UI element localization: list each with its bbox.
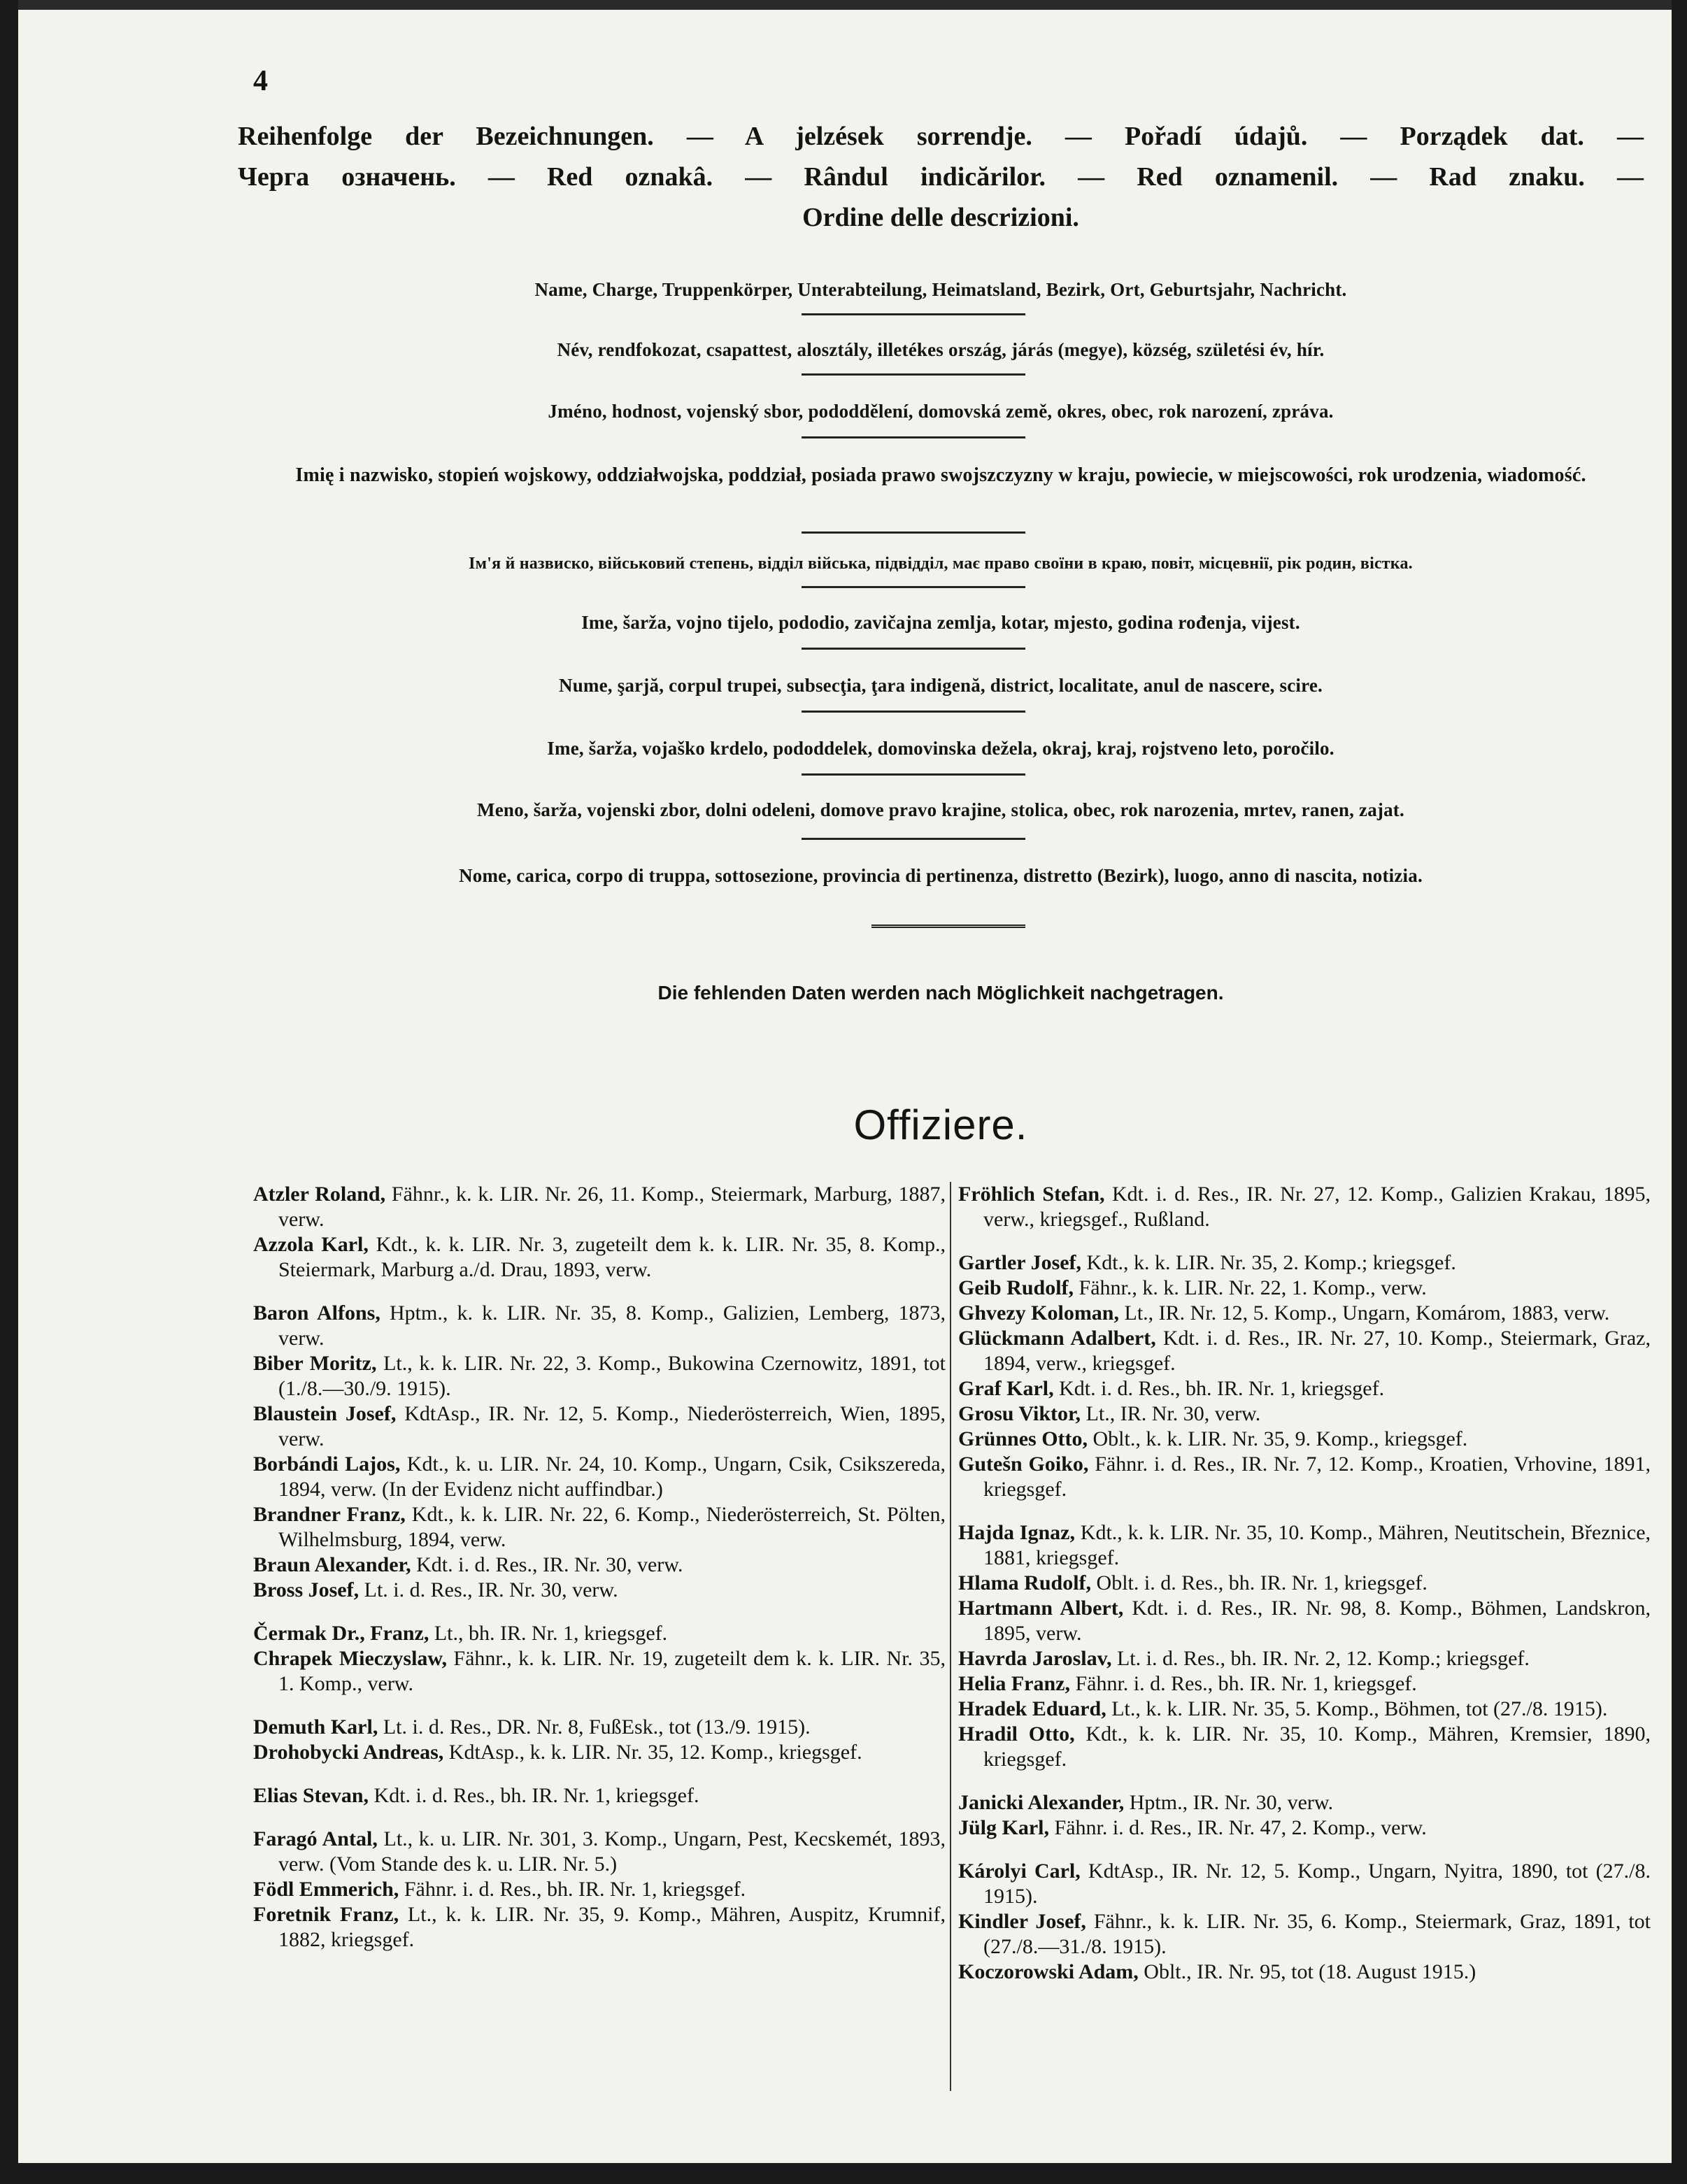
officer-entry [958, 1427, 1651, 1452]
entry-gap [253, 1603, 946, 1621]
entry-gap [253, 1808, 946, 1827]
heading-line-2: Черга означень. — Red oznakâ. — Rândul indicărilor. — Red oznamenil. — Rad znaku. — [238, 162, 1644, 192]
label-row-romanian: Nume, şarjă, corpul trupei, subsecţia, ţara indigenă, district, localitate, anul de nascere, scire. [559, 675, 1323, 696]
officer-entry [253, 1715, 946, 1740]
officer-name: Brandner Franz, [253, 1503, 406, 1526]
officer-entry [958, 1520, 1651, 1571]
officer-name: Foretnik Franz, [253, 1903, 399, 1926]
entry-gap [958, 1502, 1651, 1520]
officer-details: Lt., k. k. LIR. Nr. 35, 9. Komp., Mähren, Auspitz, Krumnif, 1882, kriegsgef. [278, 1903, 946, 1951]
officer-details: Kdt., k. u. LIR. Nr. 24, 10. Komp., Ungarn, Csik, Csikszereda, 1894, verw. (In der Evidenz nicht auffindbar.) [278, 1453, 946, 1501]
separator [802, 436, 1025, 438]
officer-name: Gutešn Goiko, [958, 1453, 1089, 1476]
officer-name: Azzola Karl, [253, 1233, 369, 1256]
label-row-hungarian: Név, rendfokozat, csapattest, alosztály, illetékes ország, járás (megye), község, születési év, hír. [557, 339, 1325, 360]
officer-name: Bross Josef, [253, 1578, 360, 1601]
officer-name: Grünnes Otto, [958, 1427, 1088, 1450]
separator [802, 586, 1025, 588]
separator [802, 313, 1025, 315]
entry-gap [253, 1697, 946, 1715]
officer-entry [253, 1351, 946, 1401]
label-row-ruthenian: Ім'я й назвиско, військовий степень, відділ війська, підвідділ, має право своїни в краю, повіт, місцевнії, рік родин, вістка. [469, 555, 1413, 573]
officer-entry [253, 1553, 946, 1578]
officer-name: Faragó Antal, [253, 1827, 378, 1850]
entry-gap [958, 1232, 1651, 1250]
officer-entry [253, 1182, 946, 1232]
officer-details: KdtAsp., IR. Nr. 12, 5. Komp., Niederösterreich, Wien, 1895, verw. [278, 1402, 946, 1450]
officer-name: Graf Karl, [958, 1377, 1054, 1400]
officer-entry [958, 1376, 1651, 1401]
label-row-polish: Imię i nazwisko, stopień wojskowy, oddziałwojska, poddział, posiada prawo swojszczyzny w kraju, powiecie, w miejscowości, rok urodzenia, wiadomość. [295, 464, 1586, 486]
officer-name: Elias Stevan, [253, 1784, 369, 1807]
officer-details: Oblt., IR. Nr. 95, tot (18. August 1915.) [1138, 1960, 1476, 1983]
officer-name: Hlama Rudolf, [958, 1571, 1092, 1594]
officer-entry [958, 1909, 1651, 1960]
notice-text: Die fehlenden Daten werden nach Möglichkeit nachgetragen. [657, 982, 1224, 1004]
officer-name: Geib Rudolf, [958, 1276, 1074, 1299]
officer-entry [958, 1571, 1651, 1596]
officer-details: Fähnr., k. k. LIR. Nr. 22, 1. Komp., verw. [1074, 1276, 1427, 1299]
officer-name: Chrapek Mieczyslaw, [253, 1647, 447, 1670]
officer-name: Biber Moritz, [253, 1352, 377, 1375]
officer-details: Lt., k. k. LIR. Nr. 35, 5. Komp., Böhmen, tot (27./8. 1915). [1106, 1697, 1608, 1720]
officer-details: Kdt. i. d. Res., bh. IR. Nr. 1, kriegsgef. [1053, 1377, 1385, 1400]
officer-entry [253, 1646, 946, 1697]
officer-details: Lt. i. d. Res., IR. Nr. 30, verw. [359, 1578, 618, 1601]
officer-name: Kindler Josef, [958, 1910, 1086, 1933]
officer-name: Borbándi Lajos, [253, 1453, 401, 1476]
officer-name: Čermak Dr., Franz, [253, 1622, 429, 1645]
officer-entry [253, 1877, 946, 1902]
officer-details: Oblt. i. d. Res., bh. IR. Nr. 1, kriegsgef. [1091, 1571, 1428, 1594]
officer-details: Fähnr. i. d. Res., bh. IR. Nr. 1, kriegsgef. [1069, 1672, 1417, 1695]
officer-entry [958, 1250, 1651, 1276]
officer-name: Hradek Eduard, [958, 1697, 1106, 1720]
column-divider [950, 1182, 951, 2091]
separator [802, 648, 1025, 650]
officer-entry [958, 1301, 1651, 1326]
officer-entry [253, 1902, 946, 1953]
entry-gap [253, 1283, 946, 1301]
officer-details: Lt., IR. Nr. 30, verw. [1081, 1402, 1261, 1425]
officer-name: Hradil Otto, [958, 1722, 1075, 1746]
label-row-italian: Nome, carica, corpo di truppa, sottosezione, provincia di pertinenza, distretto (Bezirk), luogo, anno di nascita, notizia. [459, 865, 1423, 886]
officer-entry [253, 1232, 946, 1283]
separator [802, 773, 1025, 776]
officer-entry [958, 1790, 1651, 1815]
officer-details: Hptm., IR. Nr. 30, verw. [1124, 1791, 1334, 1814]
officer-entry [958, 1182, 1651, 1232]
scan-border-right [1672, 0, 1687, 2184]
officer-name: Fröhlich Stefan, [958, 1183, 1105, 1206]
officer-name: Jülg Karl, [958, 1816, 1050, 1839]
separator [802, 531, 1025, 534]
officer-entry [958, 1401, 1651, 1427]
separator [802, 838, 1025, 840]
officer-details: Lt., k. k. LIR. Nr. 22, 3. Komp., Bukowina Czernowitz, 1891, tot (1./8.—30./9. 1915). [278, 1352, 946, 1400]
officer-name: Károlyi Carl, [958, 1860, 1081, 1883]
entry-gap [253, 1765, 946, 1783]
label-row-german: Name, Charge, Truppenkörper, Unterabteilung, Heimatsland, Bezirk, Ort, Geburtsjahr, Nachricht. [534, 279, 1347, 300]
officer-entry [253, 1301, 946, 1351]
officer-details: Kdt., k. k. LIR. Nr. 35, 10. Komp., Mähren, Kremsier, 1890, kriegsgef. [983, 1722, 1651, 1771]
section-title: Offiziere. [853, 1101, 1028, 1148]
officer-details: Kdt., k. k. LIR. Nr. 22, 6. Komp., Niederösterreich, St. Pölten, Wilhelmsburg, 1894, verw. [278, 1503, 946, 1551]
officer-details: Fähnr., k. k. LIR. Nr. 19, zugeteilt dem k. k. LIR. Nr. 35, 1. Komp., verw. [278, 1647, 946, 1695]
officer-entry [958, 1276, 1651, 1301]
officer-entry [253, 1827, 946, 1877]
label-row-slovenian: Ime, šarža, vojaško krdelo, pododdelek, domovinska dežela, okraj, kraj, rojstveno leto, poročilo. [547, 738, 1334, 759]
officer-details: Fähnr., k. k. LIR. Nr. 35, 6. Komp., Steiermark, Graz, 1891, tot (27./8.—31./8. 1915). [983, 1910, 1651, 1958]
heading-line-1: Reihenfolge der Bezeichnungen. — A jelzések sorrendje. — Pořadí údajů. — Porządek dat. — [238, 122, 1644, 151]
officer-name: Gartler Josef, [958, 1251, 1082, 1274]
officer-name: Ghvezy Koloman, [958, 1301, 1119, 1325]
officer-entry [958, 1960, 1651, 1985]
officer-details: Kdt. i. d. Res., IR. Nr. 27, 12. Komp., Galizien Krakau, 1895, verw., kriegsgef., Rußland. [983, 1183, 1651, 1231]
officer-details: Lt., k. u. LIR. Nr. 301, 3. Komp., Ungarn, Pest, Kecskemét, 1893, verw. (Vom Stande des k. u. LIR. Nr. 5.) [278, 1827, 946, 1876]
officer-details: Lt. i. d. Res., bh. IR. Nr. 2, 12. Komp.; kriegsgef. [1111, 1647, 1530, 1670]
officer-details: KdtAsp., IR. Nr. 12, 5. Komp., Ungarn, Nyitra, 1890, tot (27./8. 1915). [983, 1860, 1651, 1908]
officer-details: Kdt., k. k. LIR. Nr. 35, 2. Komp.; kriegsgef. [1081, 1251, 1456, 1274]
officer-details: Kdt. i. d. Res., IR. Nr. 27, 10. Komp., Steiermark, Graz, 1894, verw., kriegsgef. [983, 1327, 1651, 1375]
officer-details: Kdt. i. d. Res., IR. Nr. 30, verw. [411, 1553, 683, 1576]
officer-entry [253, 1740, 946, 1765]
entry-gap [958, 1772, 1651, 1790]
heading-line-3: Ordine delle descrizioni. [802, 203, 1079, 232]
officer-details: KdtAsp., k. k. LIR. Nr. 35, 12. Komp., kriegsgef. [443, 1741, 862, 1764]
officer-entry [958, 1326, 1651, 1376]
officer-entry [253, 1621, 946, 1646]
double-separator [871, 925, 1025, 928]
separator [802, 711, 1025, 713]
officer-details: Hptm., k. k. LIR. Nr. 35, 8. Komp., Galizien, Lemberg, 1873, verw. [278, 1301, 946, 1350]
label-row-croatian: Ime, šarža, vojno tijelo, pododio, zavičajna zemlja, kotar, mjesto, godina rođenja, vijest. [581, 612, 1300, 633]
officer-entry [253, 1578, 946, 1603]
separator [802, 373, 1025, 376]
officer-name: Helia Franz, [958, 1672, 1070, 1695]
officer-details: Lt. i. d. Res., DR. Nr. 8, FußEsk., tot (13./9. 1915). [378, 1715, 811, 1739]
officer-details: Fähnr. i. d. Res., IR. Nr. 47, 2. Komp., verw. [1049, 1816, 1427, 1839]
officer-details: Kdt., k. k. LIR. Nr. 35, 10. Komp., Mähren, Neutitschein, Březnice, 1881, kriegsgef. [983, 1521, 1651, 1569]
officer-details: Lt., IR. Nr. 12, 5. Komp., Ungarn, Komárom, 1883, verw. [1119, 1301, 1610, 1325]
officer-name: Glückmann Adalbert, [958, 1327, 1156, 1350]
officer-details: Fähnr. i. d. Res., bh. IR. Nr. 1, kriegsgef. [399, 1878, 746, 1901]
right-column [958, 1182, 1651, 1985]
scan-border-left [0, 0, 18, 2184]
officer-entry [958, 1452, 1651, 1502]
officer-name: Koczorowski Adam, [958, 1960, 1139, 1983]
heading [238, 116, 1644, 238]
officer-entry [958, 1671, 1651, 1697]
officer-name: Blaustein Josef, [253, 1402, 397, 1425]
page-number: 4 [253, 65, 268, 97]
officer-name: Atzler Roland, [253, 1183, 386, 1206]
officer-name: Grosu Viktor, [958, 1402, 1081, 1425]
officer-details: Kdt. i. d. Res., IR. Nr. 98, 8. Komp., Böhmen, Landskron, 1895, verw. [983, 1597, 1651, 1645]
officer-entry [958, 1722, 1651, 1772]
officer-entry [253, 1783, 946, 1808]
officer-entry [958, 1859, 1651, 1909]
officer-name: Hajda Ignaz, [958, 1521, 1075, 1544]
officer-details: Oblt., k. k. LIR. Nr. 35, 9. Komp., kriegsgef. [1088, 1427, 1468, 1450]
officer-entry [253, 1502, 946, 1553]
officer-name: Havrda Jaroslav, [958, 1647, 1112, 1670]
officer-details: Kdt. i. d. Res., bh. IR. Nr. 1, kriegsgef. [369, 1784, 699, 1807]
officer-entry [253, 1452, 946, 1502]
officer-entry [958, 1697, 1651, 1722]
label-row-czech: Jméno, hodnost, vojenský sbor, pododdělení, domovská země, okres, obec, rok narození, zpráva. [548, 401, 1334, 422]
officer-name: Födl Emmerich, [253, 1878, 399, 1901]
scan-border-bottom [0, 2163, 1687, 2184]
label-row-slovak: Meno, šarža, vojenski zbor, dolni odeleni, domove pravo krajine, stolica, obec, rok narozenia, mrtev, ranen, zajat. [477, 799, 1404, 820]
officer-details: Kdt., k. k. LIR. Nr. 3, zugeteilt dem k. k. LIR. Nr. 35, 8. Komp., Steiermark, Marburg a./d. Drau, 1893, verw. [278, 1233, 946, 1281]
officer-name: Braun Alexander, [253, 1553, 411, 1576]
entry-gap [958, 1841, 1651, 1859]
officer-details: Lt., bh. IR. Nr. 1, kriegsgef. [429, 1622, 668, 1645]
officer-entry [253, 1401, 946, 1452]
officer-entry [958, 1596, 1651, 1646]
officer-details: Fähnr. i. d. Res., IR. Nr. 7, 12. Komp., Kroatien, Vrhovine, 1891, kriegsgef. [983, 1453, 1651, 1501]
officer-entry [958, 1646, 1651, 1671]
officer-name: Baron Alfons, [253, 1301, 380, 1325]
officer-details: Fähnr., k. k. LIR. Nr. 26, 11. Komp., Steiermark, Marburg, 1887, verw. [278, 1183, 946, 1231]
officer-name: Janicki Alexander, [958, 1791, 1125, 1814]
officer-entry [958, 1815, 1651, 1841]
scan-border-top [0, 0, 1687, 10]
officer-name: Drohobycki Andreas, [253, 1741, 444, 1764]
officer-name: Demuth Karl, [253, 1715, 378, 1739]
officer-name: Hartmann Albert, [958, 1597, 1124, 1620]
left-column [253, 1182, 946, 1953]
